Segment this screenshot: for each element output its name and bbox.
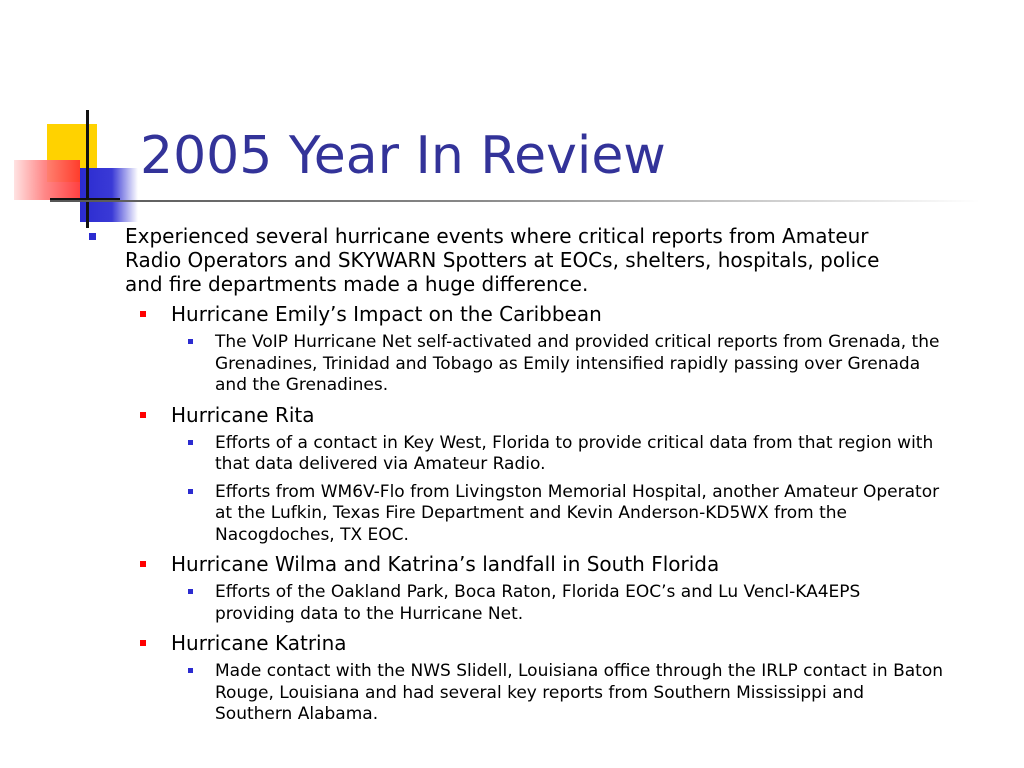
square-bullet-icon bbox=[188, 440, 193, 445]
square-bullet-icon bbox=[188, 589, 193, 594]
bullet-rita-heading: Hurricane Rita bbox=[171, 402, 315, 427]
square-bullet-icon bbox=[140, 640, 146, 646]
bullet-emily-heading: Hurricane Emily’s Impact on the Caribbean bbox=[171, 302, 602, 326]
decorative-logo bbox=[0, 0, 140, 240]
sub-bullet-rita-1 bbox=[215, 433, 945, 476]
bullet-list bbox=[0, 224, 1024, 726]
logo-red-bar bbox=[14, 160, 80, 200]
square-bullet-icon bbox=[188, 339, 193, 344]
sub-bullet-text: The VoIP Hurricane Net self-activated and provided critical reports from Grenada, the Grenadines, Trinidad and Tobago as Emily intensified rapidly passing over Grenada and the Grenadines. bbox=[215, 332, 940, 395]
square-bullet-icon bbox=[89, 233, 96, 240]
square-bullet-icon bbox=[140, 311, 146, 317]
square-bullet-icon bbox=[140, 561, 146, 567]
sub-bullet-wilma-1 bbox=[215, 582, 945, 625]
sub-bullet-text: Made contact with the NWS Slidell, Louisiana office through the IRLP contact in Baton Rouge, Louisiana and had several key reports from Southern Mississippi and Southern Alabama. bbox=[215, 661, 944, 724]
bullet-intro-text: Experienced several hurricane events where critical reports from Amateur Radio Operators and SKYWARN Spotters at EOCs, shelters, hospitals, police and fire departments made a huge difference. bbox=[125, 224, 880, 296]
logo-vertical-line bbox=[86, 110, 89, 228]
sub-bullet-text: Efforts from WM6V-Flo from Livingston Memorial Hospital, another Amateur Operator at the Lufkin, Texas Fire Department and Kevin Anderson-KD5WX from the Nacogdoches, TX EOC. bbox=[215, 481, 940, 545]
bullet-katrina bbox=[171, 631, 931, 655]
bullet-wilma-heading: Hurricane Wilma and Katrina’s landfall in South Florida bbox=[171, 552, 720, 576]
bullet-emily bbox=[171, 302, 931, 326]
square-bullet-icon bbox=[188, 668, 193, 673]
bullet-wilma bbox=[171, 552, 931, 576]
sub-bullet-text: Efforts of the Oakland Park, Boca Raton, Florida EOC’s and Lu Vencl-KA4EPS providing data to the Hurricane Net. bbox=[215, 582, 861, 624]
bullet-intro bbox=[125, 224, 915, 296]
bullet-rita bbox=[171, 403, 931, 427]
bullet-katrina-heading: Hurricane Katrina bbox=[171, 631, 347, 655]
sub-bullet-rita-2 bbox=[215, 482, 945, 547]
square-bullet-icon bbox=[188, 489, 193, 494]
sub-bullet-text: Efforts of a contact in Key West, Florida to provide critical data from that region with that data delivered via Amateur Radio. bbox=[215, 432, 934, 474]
slide-title: 2005 Year In Review bbox=[140, 126, 666, 186]
sub-bullet-emily-1 bbox=[215, 332, 945, 397]
square-bullet-icon bbox=[140, 412, 146, 418]
title-underline bbox=[50, 200, 980, 202]
sub-bullet-katrina-1 bbox=[215, 661, 945, 726]
